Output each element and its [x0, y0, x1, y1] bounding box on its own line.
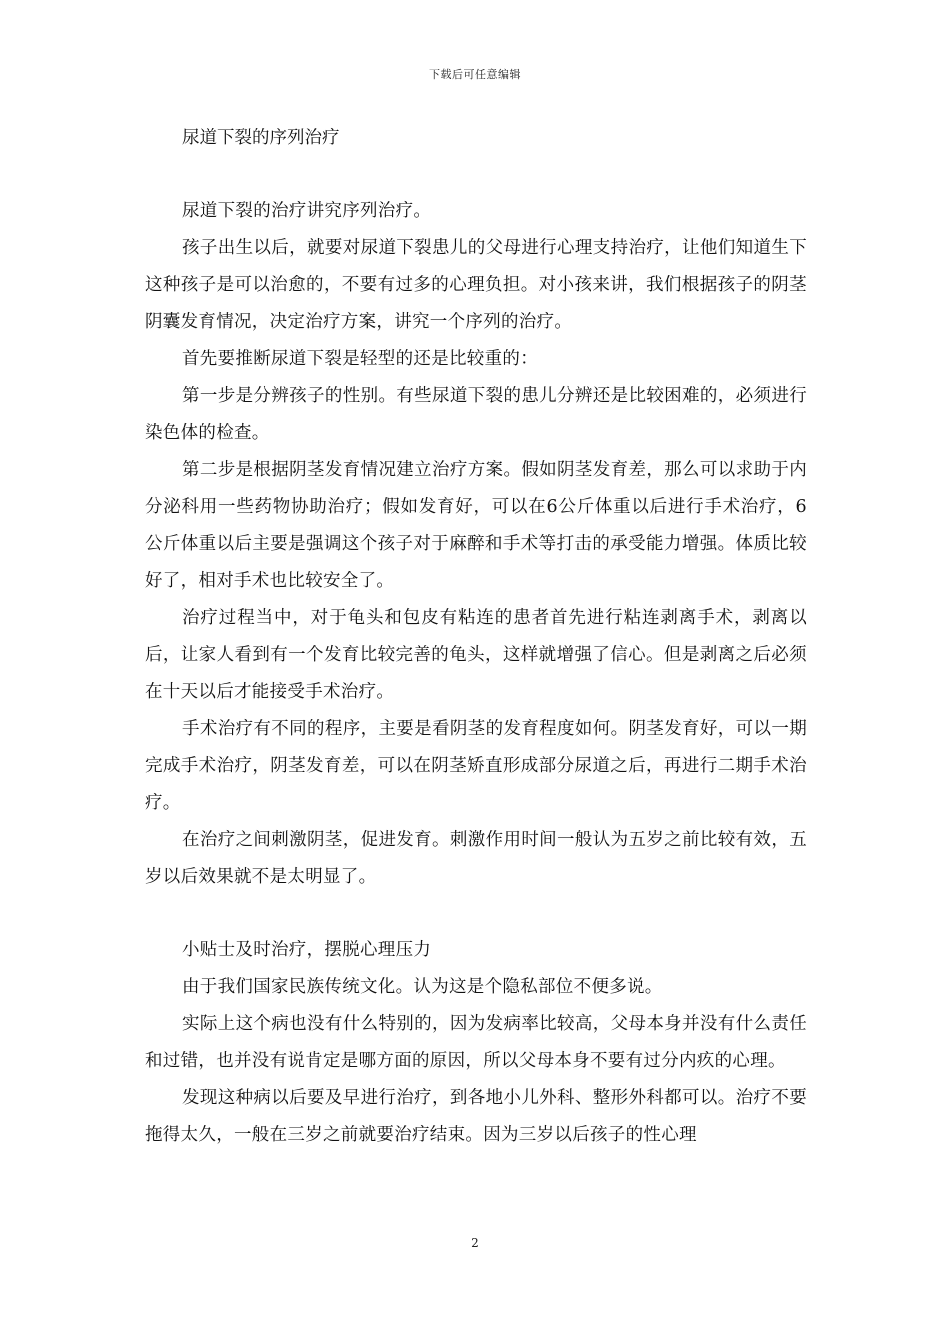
paragraph: 实际上这个病也没有什么特别的，因为发病率比较高，父母本身并没有什么责任和过错，也并没有说肯定是哪方面的原因，所以父母本身不要有过分内疚的心理。 — [145, 1014, 807, 1071]
page-header: 下载后可任意编辑 — [429, 68, 521, 81]
document-title: 尿道下裂的序列治疗 — [182, 128, 340, 148]
paragraph: 在治疗之间刺激阴茎，促进发育。刺激作用时间一般认为五岁之前比较有效，五岁以后效果就不是太明显了。 — [145, 830, 807, 887]
tip-heading: 小贴士及时治疗，摆脱心理压力 — [182, 940, 432, 960]
spacer — [145, 896, 807, 932]
paragraph: 首先要推断尿道下裂是轻型的还是比较重的： — [182, 349, 538, 369]
page-number: 2 — [471, 1236, 479, 1250]
paragraph: 尿道下裂的治疗讲究序列治疗。 — [182, 201, 432, 221]
paragraph: 第一步是分辨孩子的性别。有些尿道下裂的患儿分辨还是比较困难的，必须进行染色体的检查。 — [145, 386, 807, 443]
spacer — [145, 157, 807, 193]
paragraph: 由于我们国家民族传统文化。认为这是个隐私部位不便多说。 — [182, 977, 663, 997]
paragraph: 治疗过程当中，对于龟头和包皮有粘连的患者首先进行粘连剥离手术，剥离以后，让家人看到有一个发育比较完善的龟头，这样就增强了信心。但是剥离之后必须在十天以后才能接受手术治疗。 — [145, 608, 807, 702]
paragraph: 第二步是根据阴茎发育情况建立治疗方案。假如阴茎发育差，那么可以求助于内分泌科用一些药物协助治疗；假如发育好，可以在6公斤体重以后进行手术治疗，6公斤体重以后主要是强调这个孩子对于麻醉和手术等打击的承受能力增强。体质比较好了，相对手术也比较安全了。 — [145, 460, 807, 591]
document-body — [145, 120, 807, 1154]
paragraph: 手术治疗有不同的程序，主要是看阴茎的发育程度如何。阴茎发育好，可以一期完成手术治疗，阴茎发育差，可以在阴茎矫直形成部分尿道之后，再进行二期手术治疗。 — [145, 719, 807, 813]
paragraph: 孩子出生以后，就要对尿道下裂患儿的父母进行心理支持治疗，让他们知道生下这种孩子是可以治愈的，不要有过多的心理负担。对小孩来讲，我们根据孩子的阴茎阴囊发育情况，决定治疗方案，讲究一个序列的治疗。 — [145, 238, 807, 332]
paragraph: 发现这种病以后要及早进行治疗，到各地小儿外科、整形外科都可以。治疗不要拖得太久，一般在三岁之前就要治疗结束。因为三岁以后孩子的性心理 — [145, 1088, 807, 1145]
